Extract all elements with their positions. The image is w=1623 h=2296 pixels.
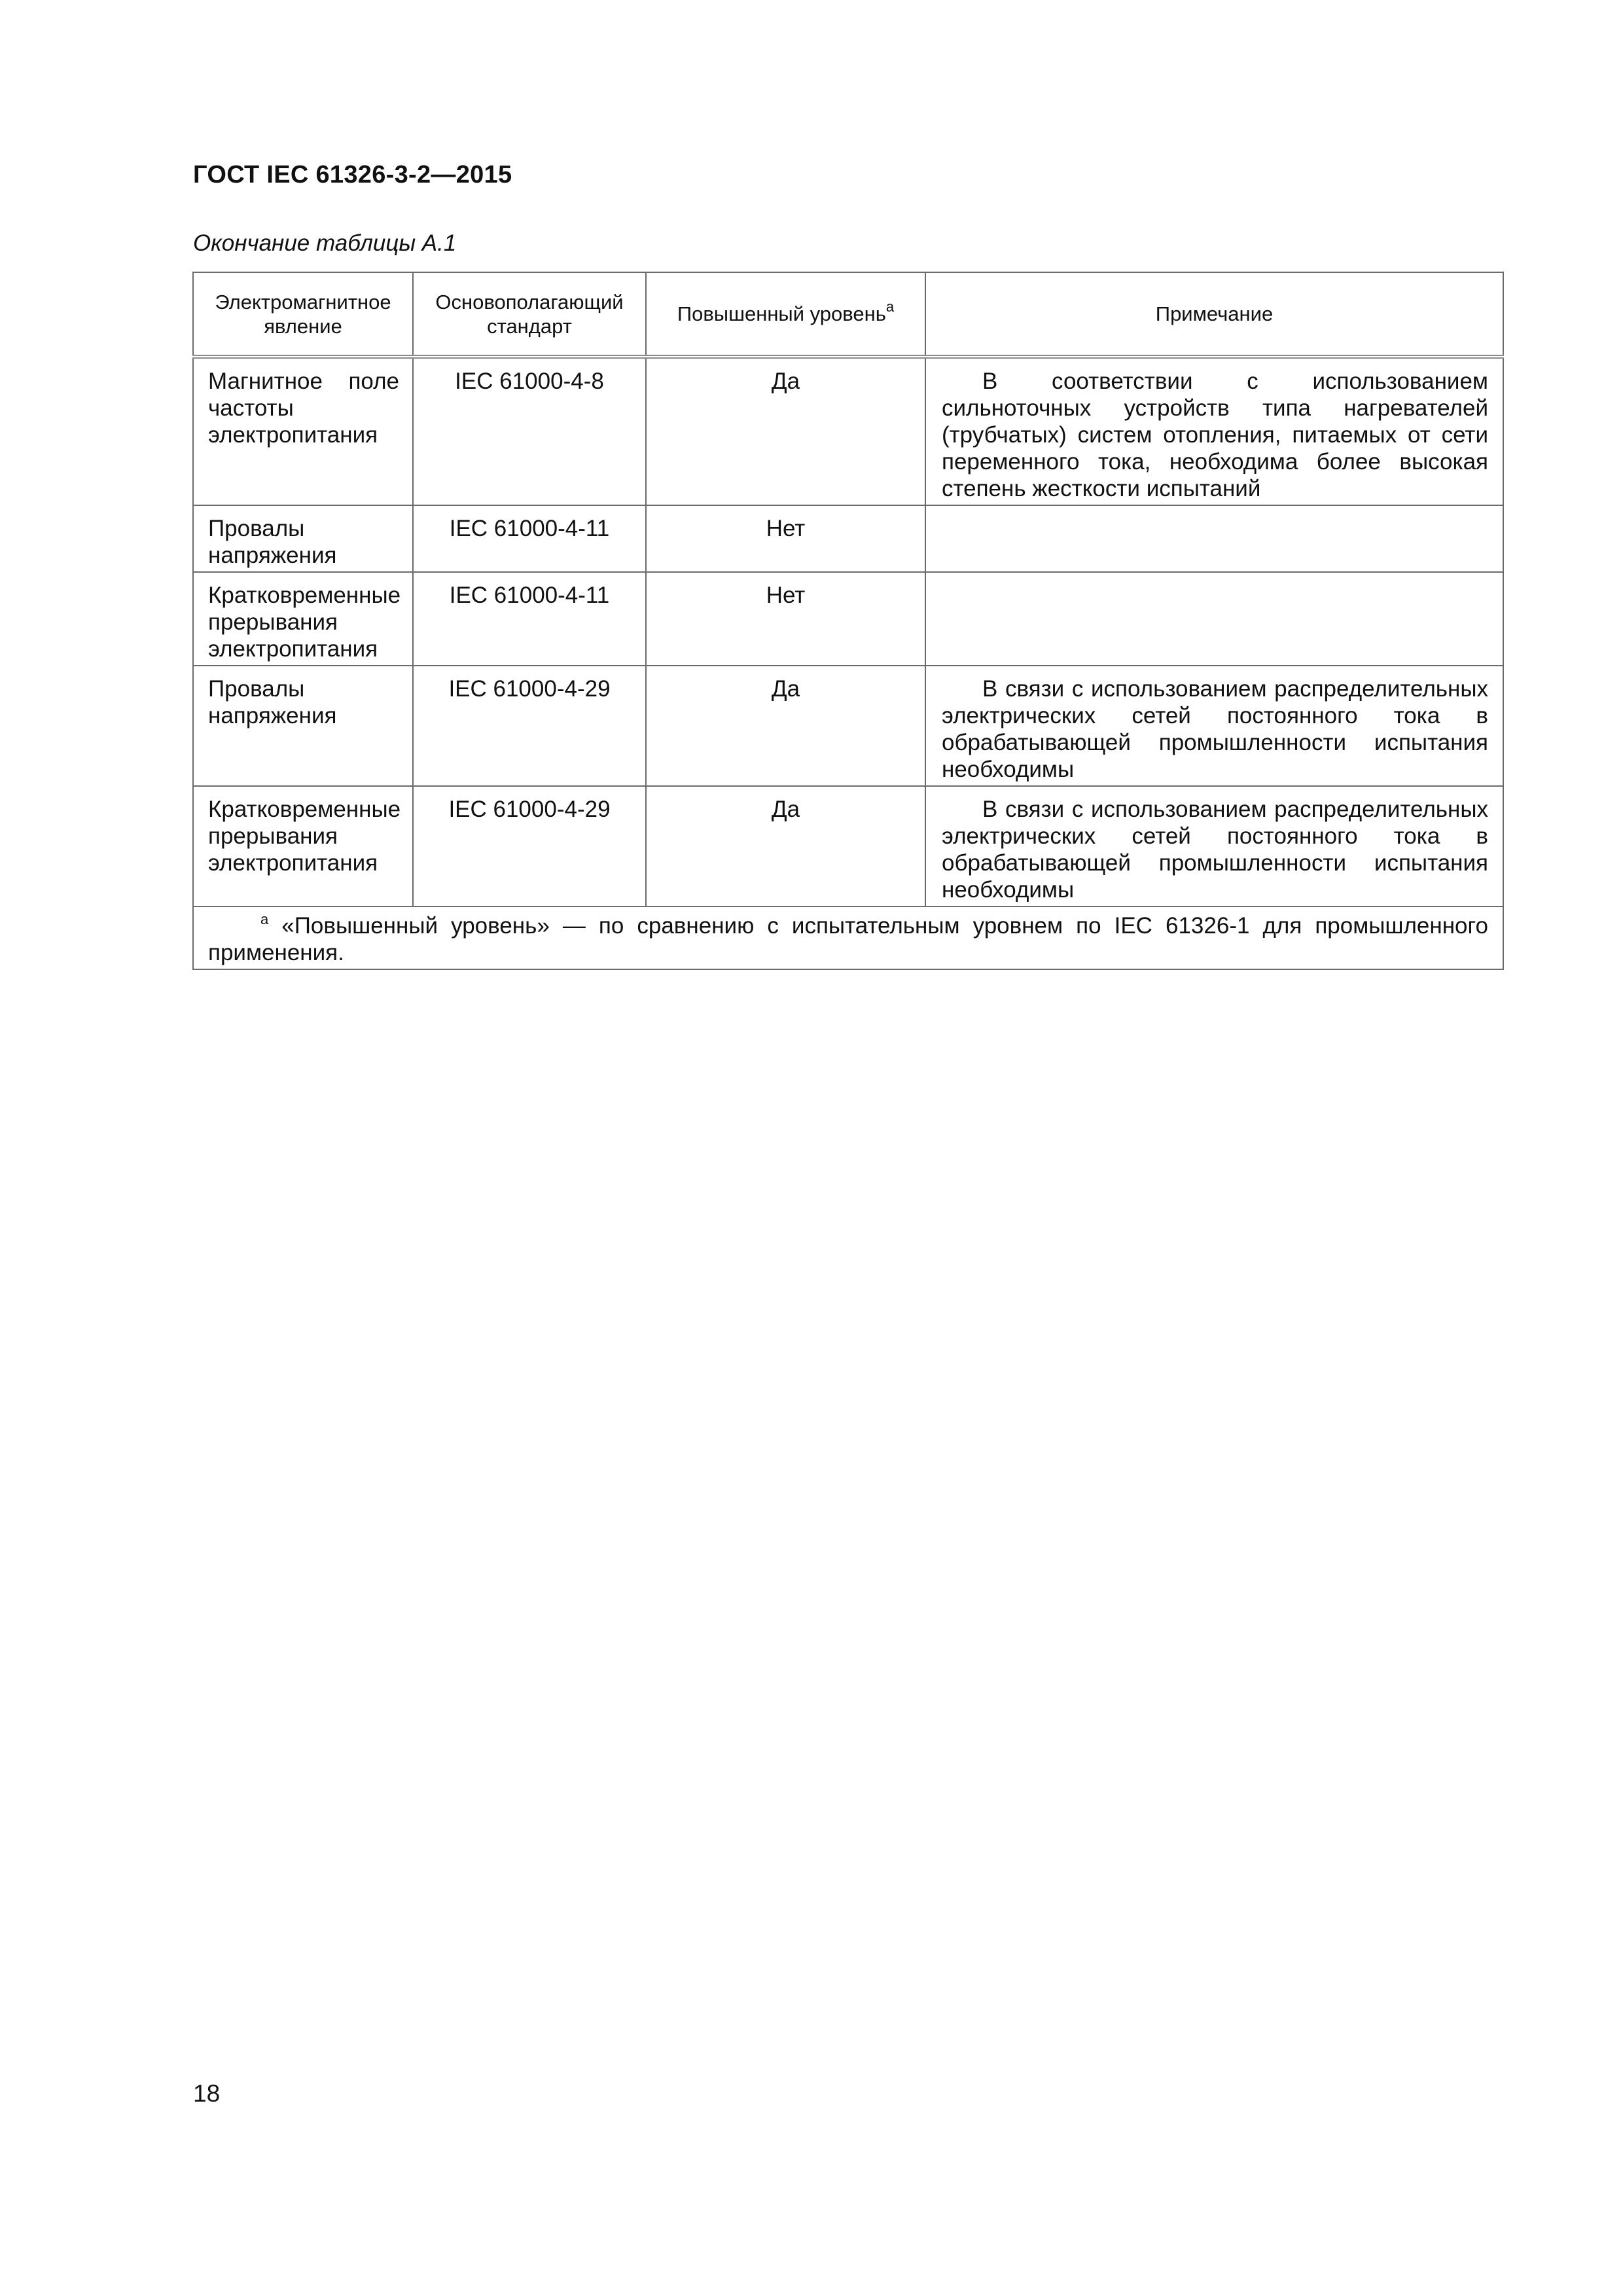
footnote-text: [208, 912, 1488, 966]
cell-note: В связи с использованием распределительных электрических сетей постоянного тока в обрабатывающей промышленности испытания необходимы: [925, 786, 1503, 906]
cell-increased: Нет: [646, 572, 925, 666]
table-footnote: [193, 906, 1503, 969]
cell-increased: Да: [646, 357, 925, 505]
cell-standard: IEC 61000-4-8: [413, 357, 646, 505]
footnote-marker: a: [885, 298, 895, 315]
footnote-body: «Повышенный уровень» — по сравнению с испытательным уровнем по IEC 61326-1 для промышленного применения.: [208, 913, 1488, 965]
cell-standard: IEC 61000-4-29: [413, 786, 646, 906]
cell-increased: Да: [646, 786, 925, 906]
immunity-table: [192, 272, 1504, 970]
table-row: [193, 505, 1503, 572]
table-footnote-row: [193, 906, 1503, 969]
cell-note: В связи с использованием распределительных электрических сетей постоянного тока в обрабатывающей промышленности испытания необходимы: [925, 666, 1503, 786]
table-caption: Окончание таблицы А.1: [193, 230, 457, 256]
cell-standard: IEC 61000-4-29: [413, 666, 646, 786]
column-header-phenomenon: Электромагнитное явление: [193, 272, 413, 357]
cell-increased: Нет: [646, 505, 925, 572]
cell-note: В соответствии с использованием сильноточных устройств типа нагревателей (трубчатых) систем отопления, питаемых от сети переменного тока, необходима более высокая степень жесткости испытаний: [925, 357, 1503, 505]
cell-phenomenon: Кратковременные прерывания электропитания: [193, 786, 413, 906]
document-code: ГОСТ IEC 61326-3-2—2015: [193, 161, 512, 188]
column-header-increased-level: [646, 272, 925, 357]
column-header-standard: Основополагающий стандарт: [413, 272, 646, 357]
cell-note: [925, 572, 1503, 666]
cell-phenomenon: Кратковременные прерывания электропитания: [193, 572, 413, 666]
table-row: [193, 786, 1503, 906]
page-number: 18: [193, 2080, 221, 2107]
cell-standard: IEC 61000-4-11: [413, 505, 646, 572]
cell-note: [925, 505, 1503, 572]
cell-increased: Да: [646, 666, 925, 786]
cell-phenomenon: Провалы напряжения: [193, 666, 413, 786]
table-header-row: [193, 272, 1503, 357]
cell-standard: IEC 61000-4-11: [413, 572, 646, 666]
column-header-increased-label: Повышенный уровень: [677, 302, 886, 325]
cell-phenomenon: Магнитное поле частоты электропитания: [193, 357, 413, 505]
table-row: [193, 572, 1503, 666]
cell-phenomenon: Провалы напряжения: [193, 505, 413, 572]
table-row: [193, 666, 1503, 786]
footnote-marker: a: [260, 911, 269, 927]
column-header-note: Примечание: [925, 272, 1503, 357]
table-row: [193, 357, 1503, 505]
